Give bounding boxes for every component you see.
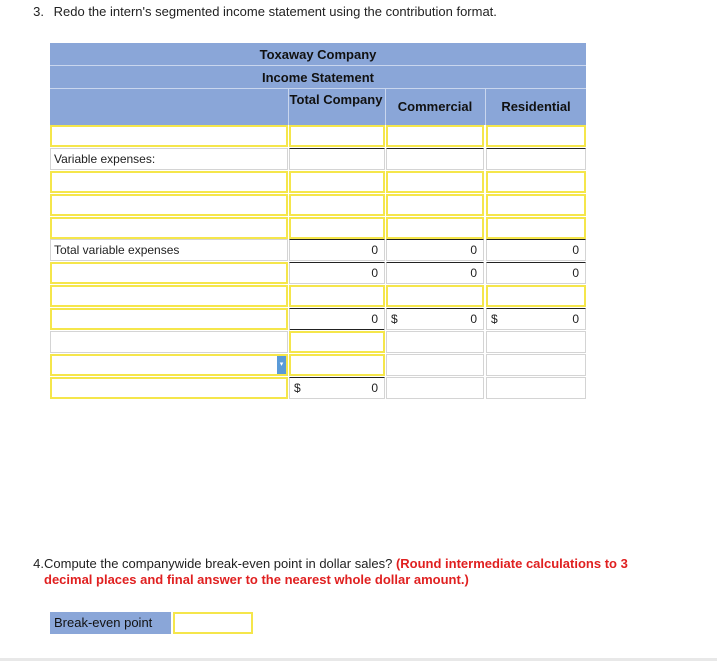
row4-residential-input[interactable] <box>486 194 586 216</box>
column-header-residential: Residential <box>501 99 571 114</box>
total-variable-expenses-total: 0 <box>289 239 385 261</box>
question-4-text: Compute the companywide break-even point in dollar sales? <box>44 556 393 571</box>
break-even-input[interactable] <box>173 612 253 634</box>
row9-commercial-value: 0 <box>470 312 477 326</box>
column-header-total-company: Total Company <box>289 92 383 107</box>
variable-expenses-total-cell <box>289 148 385 170</box>
row5-commercial-input[interactable] <box>386 217 484 239</box>
row8-residential-input[interactable] <box>486 285 586 307</box>
question-4 <box>24 556 664 587</box>
row11-commercial-cell <box>386 354 484 376</box>
total-variable-expenses-residential: 0 <box>486 239 586 261</box>
header-divider <box>288 89 289 125</box>
row10-commercial-cell <box>386 331 484 353</box>
net-operating-income-value: 0 <box>371 381 378 395</box>
row9-total-value: 0 <box>289 308 385 332</box>
row1-total-input[interactable] <box>289 125 385 147</box>
net-operating-income-cell <box>289 377 385 399</box>
row9-commercial-cell <box>386 308 484 330</box>
row9-residential-currency: $ <box>491 312 498 326</box>
row5-label-input[interactable] <box>50 217 288 239</box>
row8-commercial-input[interactable] <box>386 285 484 307</box>
total-variable-expenses-commercial: 0 <box>386 239 484 261</box>
row9-residential-cell <box>486 308 586 330</box>
row9-residential-value: 0 <box>572 312 579 326</box>
question-3 <box>24 4 497 20</box>
row5-total-input[interactable] <box>289 217 385 239</box>
row7-total-value: 0 <box>289 262 385 284</box>
row1-label-input[interactable] <box>50 125 288 147</box>
header-divider <box>485 89 486 125</box>
question-4-body <box>44 556 664 588</box>
header-divider <box>385 89 386 125</box>
row5-residential-input[interactable] <box>486 217 586 239</box>
row7-residential-value: 0 <box>486 262 586 284</box>
total-variable-expenses-label: Total variable expenses <box>50 239 288 261</box>
variable-expenses-commercial-cell <box>386 148 484 170</box>
row3-residential-input[interactable] <box>486 171 586 193</box>
dropdown-arrow-icon[interactable]: ▾ <box>277 356 286 374</box>
row10-residential-cell <box>486 331 586 353</box>
statement-title: Income Statement <box>262 70 374 85</box>
question-3-text: Redo the intern's segmented income statement using the contribution format. <box>53 4 497 19</box>
row1-commercial-input[interactable] <box>386 125 484 147</box>
row11-total-input[interactable] <box>289 354 385 376</box>
variable-expenses-label: Variable expenses: <box>50 148 288 170</box>
row1-residential-input[interactable] <box>486 125 586 147</box>
question-3-number: 3. <box>33 4 44 19</box>
row8-label-input[interactable] <box>50 285 288 307</box>
row3-commercial-input[interactable] <box>386 171 484 193</box>
question-4-instruction: (Round intermediate calculations to 3 decimal places and final answer to the nearest whole dollar amount.) <box>44 556 628 587</box>
row11-label-dropdown[interactable] <box>50 354 288 376</box>
variable-expenses-residential-cell <box>486 148 586 170</box>
row9-label-input[interactable] <box>50 308 288 330</box>
row12-label-input[interactable] <box>50 377 288 399</box>
header-columns <box>50 89 586 125</box>
row4-label-input[interactable] <box>50 194 288 216</box>
row3-total-input[interactable] <box>289 171 385 193</box>
row8-total-input[interactable] <box>289 285 385 307</box>
row4-commercial-input[interactable] <box>386 194 484 216</box>
break-even-label: Break-even point <box>50 612 171 634</box>
row10-total-input[interactable] <box>289 331 385 353</box>
row7-commercial-value: 0 <box>386 262 484 284</box>
question-4-number: 4. <box>33 556 44 571</box>
row9-commercial-currency: $ <box>391 312 398 326</box>
row11-residential-cell <box>486 354 586 376</box>
row10-label-cell <box>50 331 288 353</box>
header-company <box>50 43 586 66</box>
header-title <box>50 66 586 89</box>
net-operating-income-currency: $ <box>294 381 301 395</box>
column-header-commercial: Commercial <box>397 99 473 114</box>
row7-label-input[interactable] <box>50 262 288 284</box>
row3-label-input[interactable] <box>50 171 288 193</box>
row12-residential-cell <box>486 377 586 399</box>
row4-total-input[interactable] <box>289 194 385 216</box>
row12-commercial-cell <box>386 377 484 399</box>
company-name: Toxaway Company <box>259 47 377 62</box>
